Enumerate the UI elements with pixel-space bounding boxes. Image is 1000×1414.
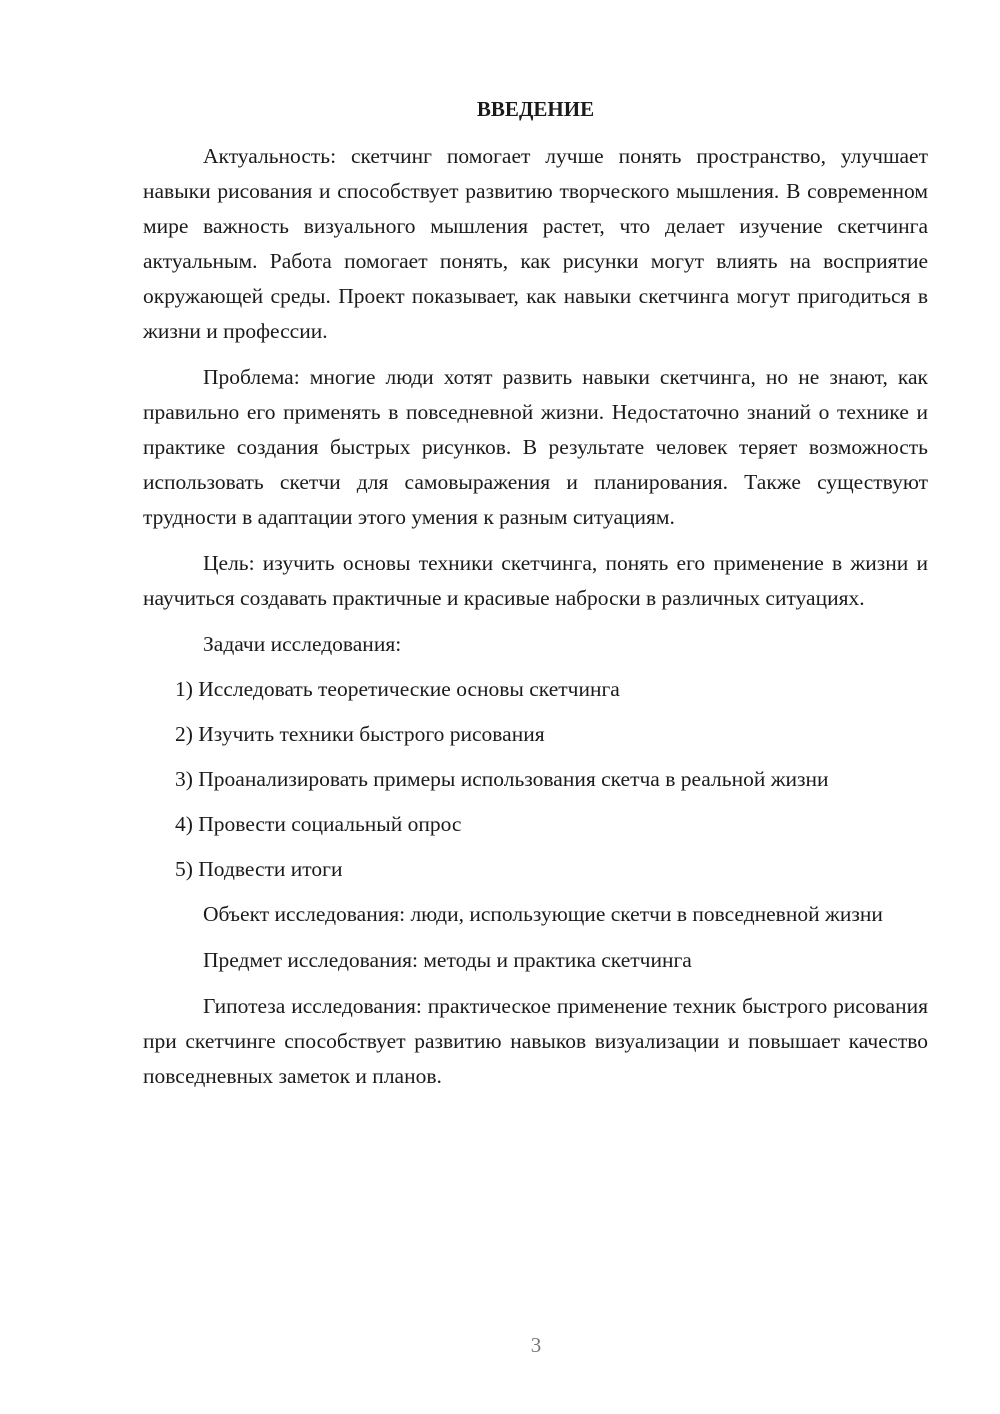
object-paragraph: Объект исследования: люди, использующие скетчи в повседневной жизни xyxy=(203,902,883,926)
task-item: 5) Подвести итоги xyxy=(175,857,343,881)
subject-paragraph: Предмет исследования: методы и практика скетчинга xyxy=(203,948,692,972)
task-item: 3) Проанализировать примеры использования скетча в реальной жизни xyxy=(175,767,829,791)
document-page xyxy=(143,92,928,1105)
tasks-heading: Задачи исследования: xyxy=(203,632,402,656)
goal-paragraph: Цель: изучить основы техники скетчинга, понять его применение в жизни и научиться создавать практичные и красивые наброски в различных ситуациях. xyxy=(143,551,928,610)
problem-paragraph: Проблема: многие люди хотят развить навыки скетчинга, но не знают, как правильно его применять в повседневной жизни. Недостаточно знаний о технике и практике создания быстрых рисунков. В результате человек теряет возможность использовать скетчи для самовыражения и планирования. Также существуют трудности в адаптации этого умения к разным ситуациям. xyxy=(143,365,928,529)
hypothesis-paragraph: Гипотеза исследования: практическое применение техник быстрого рисования при скетчинге способствует развитию навыков визуализации и повышает качество повседневных заметок и планов. xyxy=(143,994,928,1088)
page-number: 3 xyxy=(530,1333,542,1357)
section-title: ВВЕДЕНИЕ xyxy=(476,97,595,121)
task-item: 1) Исследовать теоретические основы скетчинга xyxy=(175,677,620,701)
relevance-paragraph: Актуальность: скетчинг помогает лучше понять пространство, улучшает навыки рисования и способствует развитию творческого мышления. В современном мире важность визуального мышления растет, что делает изучение скетчинга актуальным. Работа помогает понять, как рисунки могут влиять на восприятие окружающей среды. Проект показывает, как навыки скетчинга могут пригодиться в жизни и профессии. xyxy=(143,144,928,343)
task-item: 2) Изучить техники быстрого рисования xyxy=(175,722,545,746)
task-item: 4) Провести социальный опрос xyxy=(175,812,462,836)
